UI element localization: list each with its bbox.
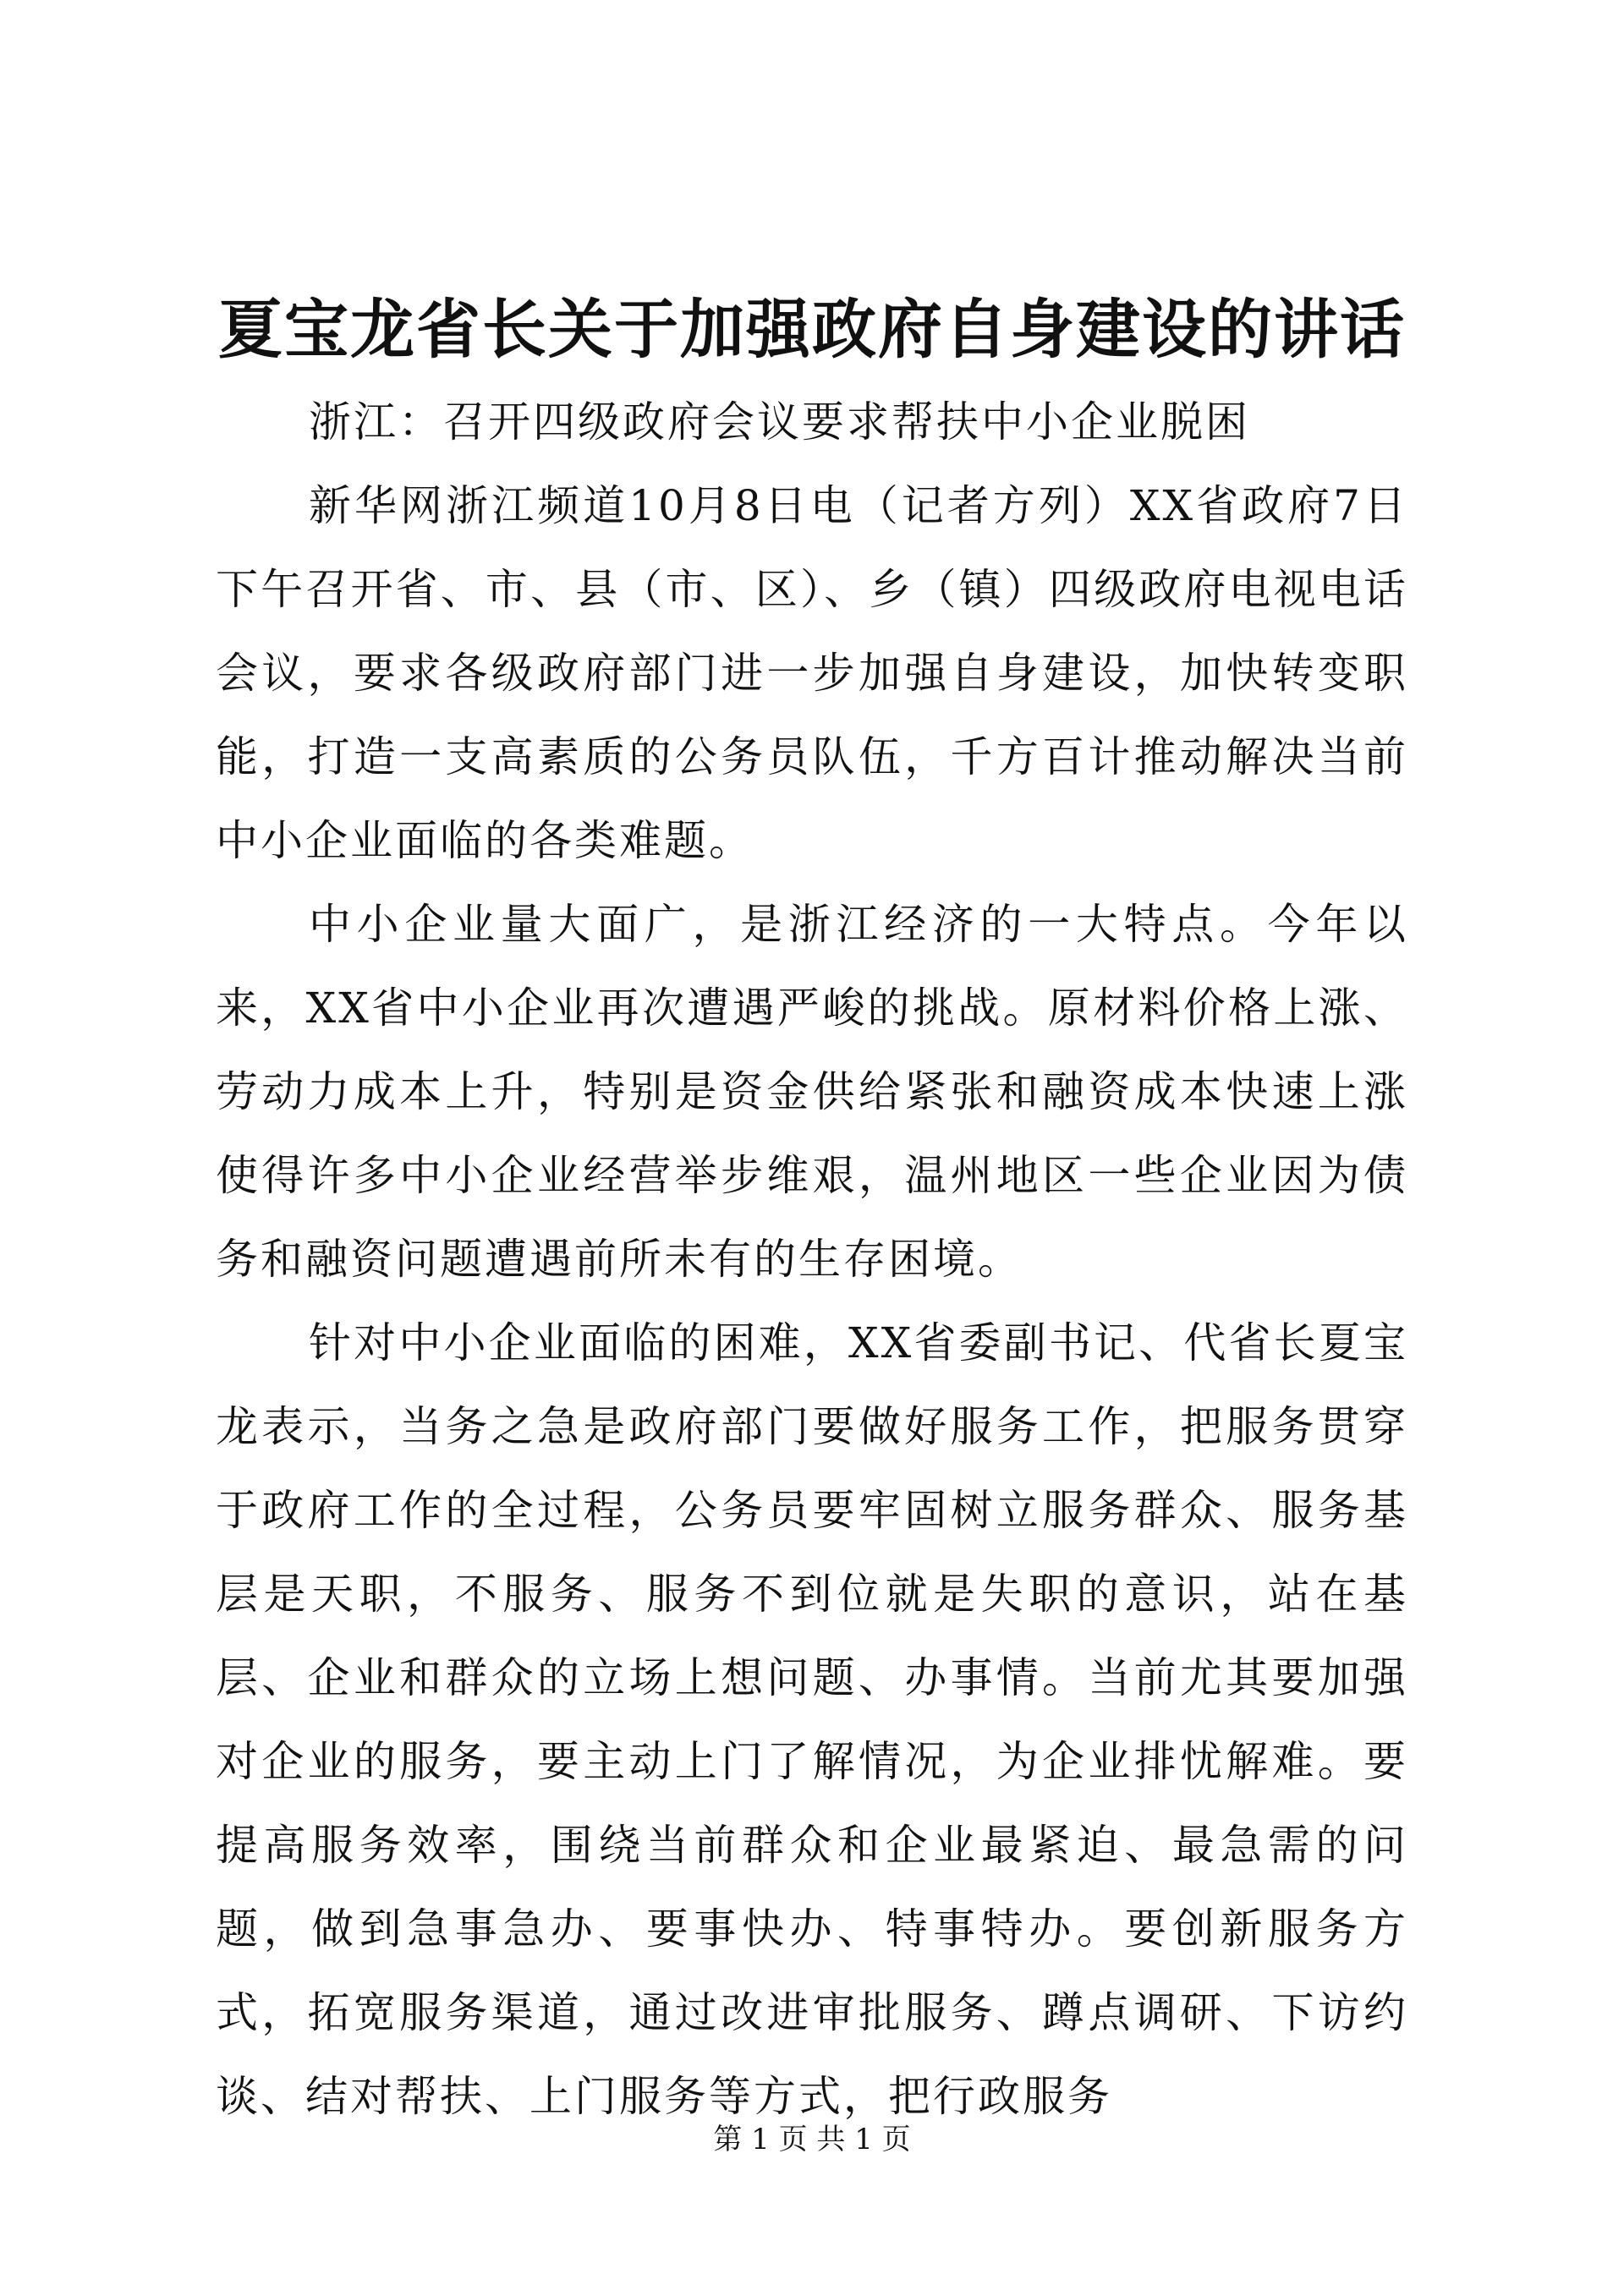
page-footer: 第 1 页 共 1 页	[713, 2123, 911, 2156]
document-title: 夏宝龙省长关于加强政府自身建设的讲话	[218, 292, 1406, 367]
paragraph-2: 中小企业量大面广，是浙江经济的一大特点。今年以来，XX省中小企业再次遭遇严峻的挑战。原材料价格上涨、劳动力成本上升，特别是资金供给紧张和融资成本快速上涨使得许多中小企业经营举步维艰，温州地区一些企业因为债务和融资问题遭遇前所未有的生存困境。	[216, 900, 1408, 1284]
paragraph-subtitle: 浙江：召开四级政府会议要求帮扶中小企业脱困	[309, 397, 1250, 447]
paragraph-1: 新华网浙江频道10月8日电（记者方列）XX省政府7日下午召开省、市、县（市、区）、乡（镇）四级政府电视电话会议，要求各级政府部门进一步加强自身建设，加快转变职能，打造一支高素质的公务员队伍，千方百计推动解决当前中小企业面临的各类难题。	[216, 481, 1408, 865]
document-body	[216, 381, 1408, 2139]
paragraph-3: 针对中小企业面临的困难，XX省委副书记、代省长夏宝龙表示，当务之急是政府部门要做好服务工作，把服务贯穿于政府工作的全过程，公务员要牢固树立服务群众、服务基层是天职，不服务、服务不到位就是失职的意识，站在基层、企业和群众的立场上想问题、办事情。当前尤其要加强对企业的服务，要主动上门了解情况，为企业排忧解难。要提高服务效率，围绕当前群众和企业最紧迫、最急需的问题，做到急事急办、要事快办、特事特办。要创新服务方式，拓宽服务渠道，通过改进审批服务、蹲点调研、下访约谈、结对帮扶、上门服务等方式，把行政服务	[216, 1318, 1408, 2121]
